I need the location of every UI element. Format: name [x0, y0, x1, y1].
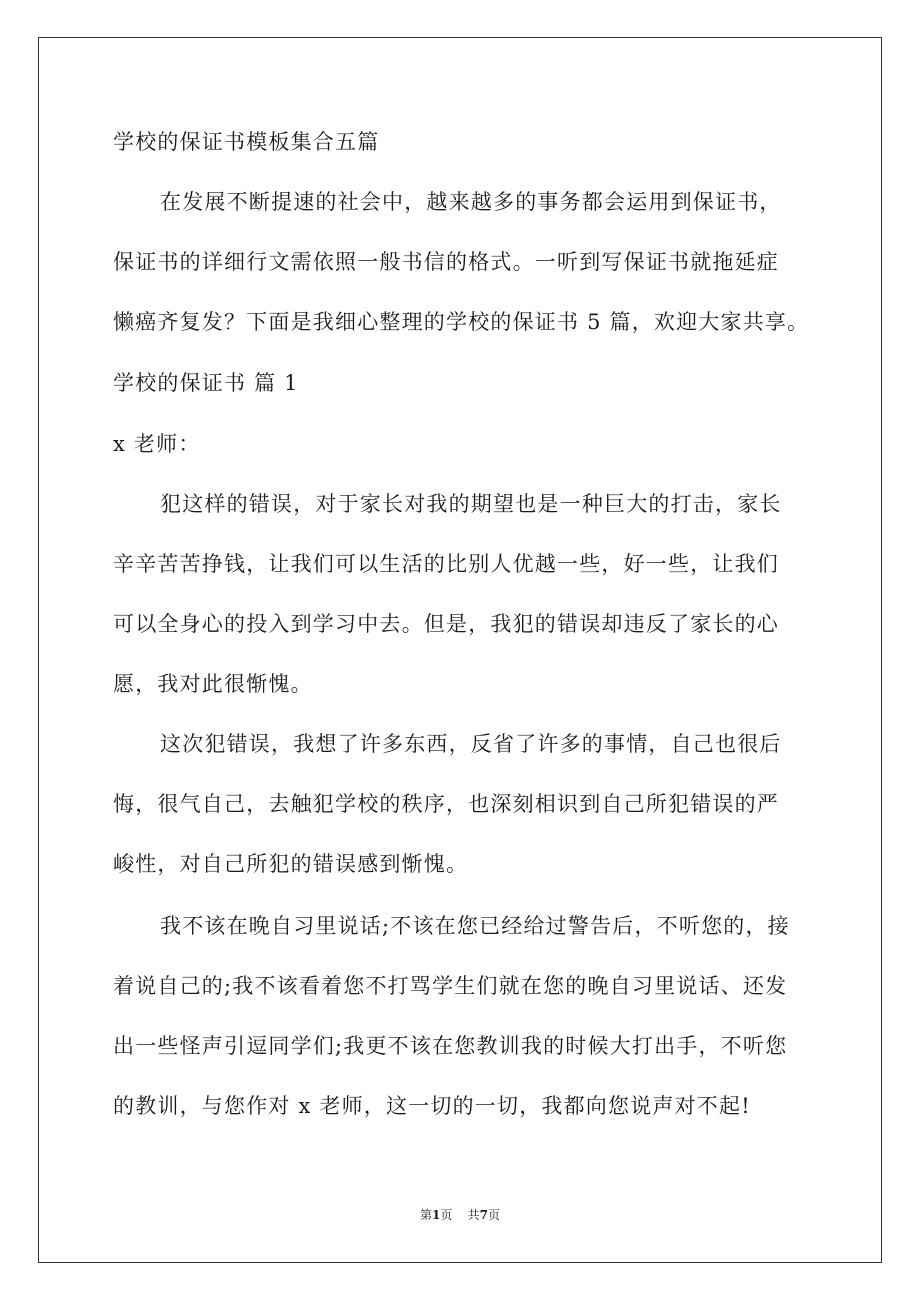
footer-total-suffix: 页: [488, 1208, 501, 1222]
paragraph3-line-1: 我不该在晚自习里说话;不该在您已经给过警告后，不听您的，接: [160, 914, 790, 938]
paragraph3-line-3: 出一些怪声引逗同学们;我更不该在您教训我的时候大打出手，不听您: [113, 1034, 788, 1058]
footer-total-pages: 7: [479, 1208, 488, 1222]
salutation: x 老师：: [113, 432, 201, 456]
page-footer: [0, 1207, 920, 1223]
footer-total-prefix: 共: [467, 1208, 480, 1222]
paragraph3-line-2: 着说自己的;我不该看着您不打骂学生们就在您的晚自习里说话、还发: [113, 974, 788, 998]
paragraph1-line-2: 辛辛苦苦挣钱，让我们可以生活的比别人优越一些，好一些，让我们: [113, 552, 779, 576]
section-heading: 学校的保证书 篇 1: [113, 371, 299, 395]
paragraph2-line-2: 悔，很气自己，去触犯学校的秩序，也深刻相识到自己所犯错误的严: [113, 792, 779, 816]
document-title: 学校的保证书模板集合五篇: [113, 130, 380, 154]
footer-page-prefix: 第: [419, 1208, 432, 1222]
footer-page-suffix: 页: [440, 1208, 453, 1222]
paragraph1-line-3: 可以全身心的投入到学习中去。但是，我犯的错误却违反了家长的心: [113, 612, 779, 636]
paragraph3-line-4: 的教训，与您作对 x 老师，这一切的一切，我都向您说声对不起!: [113, 1094, 751, 1118]
paragraph2-line-3: 峻性，对自己所犯的错误感到惭愧。: [113, 852, 469, 876]
page-border: [38, 37, 882, 1263]
paragraph2-line-1: 这次犯错误，我想了许多东西，反省了许多的事情，自己也很后: [160, 732, 782, 756]
intro-line-2: 保证书的详细行文需依照一般书信的格式。一听到写保证书就拖延症: [113, 250, 779, 274]
footer-current-page: 1: [431, 1208, 441, 1222]
paragraph1-line-1: 犯这样的错误，对于家长对我的期望也是一种巨大的打击，家长: [160, 492, 782, 516]
intro-line-3: 懒癌齐复发？下面是我细心整理的学校的保证书 5 篇，欢迎大家共享。: [113, 310, 810, 334]
intro-line-1: 在发展不断提速的社会中，越来越多的事务都会运用到保证书，: [160, 190, 782, 214]
paragraph1-line-4: 愿，我对此很惭愧。: [113, 672, 313, 696]
